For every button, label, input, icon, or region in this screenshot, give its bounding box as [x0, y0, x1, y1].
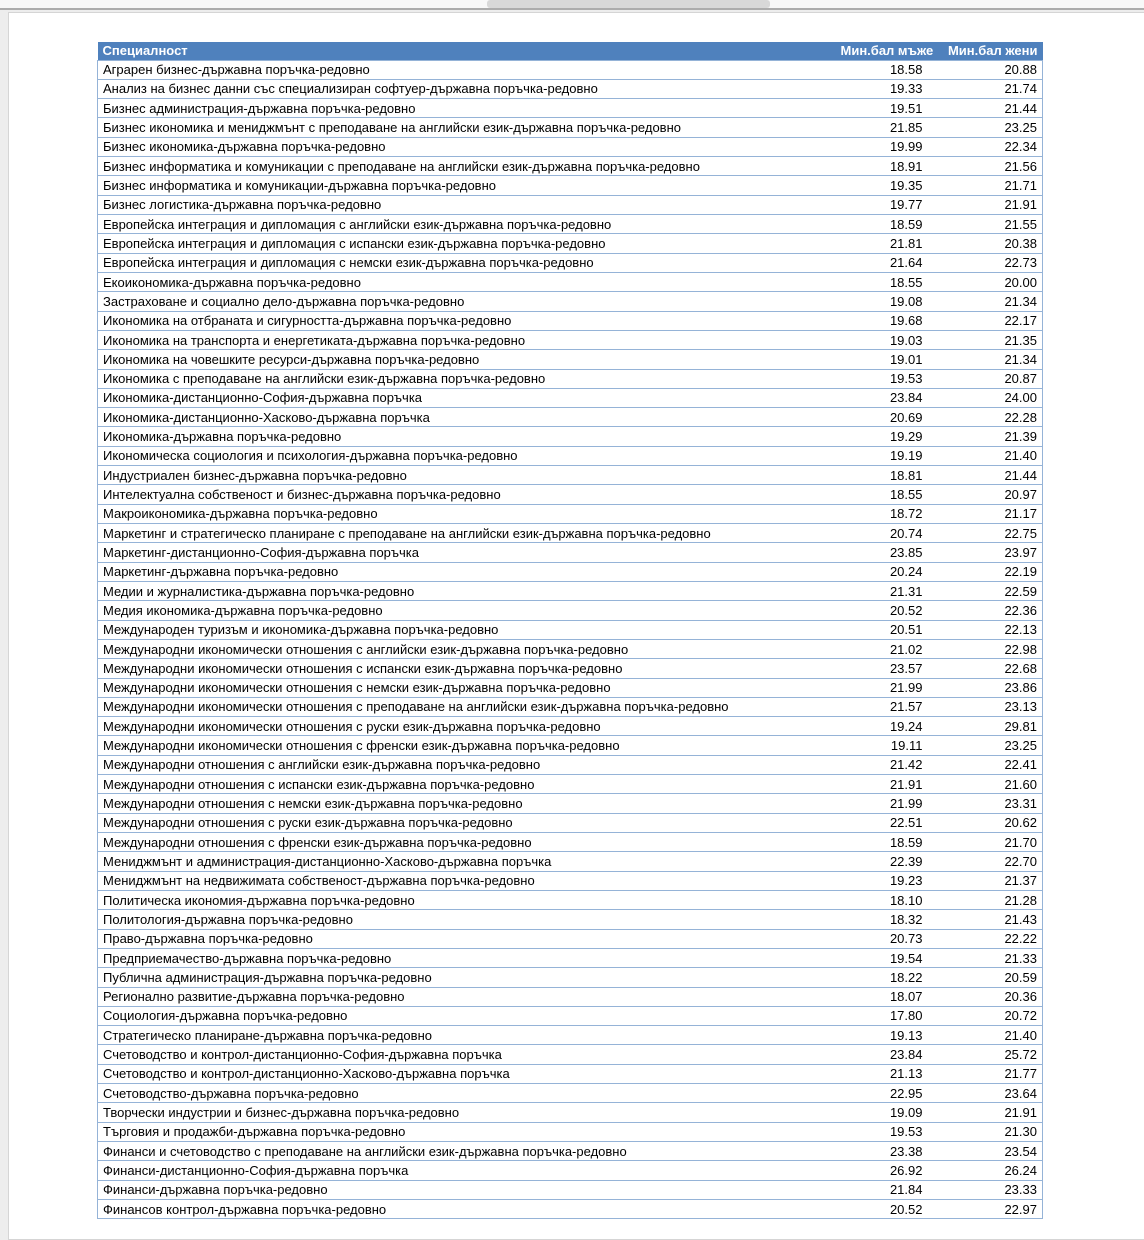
cell-specialty: Търговия и продажби-държавна поръчка-редовно	[98, 1122, 841, 1141]
cell-min-score-men: 19.08	[841, 292, 941, 311]
cell-min-score-women: 22.28	[941, 408, 1043, 427]
cell-min-score-women: 22.98	[941, 639, 1043, 658]
cell-min-score-men: 18.22	[841, 968, 941, 987]
table-row	[98, 137, 1043, 156]
cell-min-score-men: 19.53	[841, 369, 941, 388]
cell-specialty: Финансов контрол-държавна поръчка-редовно	[98, 1199, 841, 1218]
cell-min-score-women: 21.34	[941, 292, 1043, 311]
cell-specialty: Международни отношения с френски език-държавна поръчка-редовно	[98, 833, 841, 852]
cell-specialty: Европейска интеграция и дипломация с испански език-държавна поръчка-редовно	[98, 234, 841, 253]
column-header-specialty: Специалност	[98, 42, 841, 60]
cell-specialty: Международен туризъм и икономика-държавна поръчка-редовно	[98, 620, 841, 639]
cell-min-score-women: 23.31	[941, 794, 1043, 813]
content-panel	[8, 12, 1144, 1240]
cell-min-score-men: 20.74	[841, 524, 941, 543]
cell-specialty: Финанси-дистанционно-София-държавна поръчка	[98, 1161, 841, 1180]
table-row	[98, 504, 1043, 523]
cell-specialty: Бизнес икономика и мениджмънт с преподаване на английски език-държавна поръчка-редовно	[98, 118, 841, 137]
cell-min-score-men: 21.84	[841, 1180, 941, 1199]
cell-specialty: Международни отношения с английски език-държавна поръчка-редовно	[98, 755, 841, 774]
cell-min-score-women: 22.97	[941, 1199, 1043, 1218]
cell-specialty: Икономическа социология и психология-държавна поръчка-редовно	[98, 446, 841, 465]
table-row	[98, 736, 1043, 755]
cell-min-score-men: 19.54	[841, 948, 941, 967]
cell-min-score-women: 22.59	[941, 581, 1043, 600]
cell-min-score-men: 20.51	[841, 620, 941, 639]
cell-specialty: Международни отношения с руски език-държавна поръчка-редовно	[98, 813, 841, 832]
cell-min-score-men: 23.84	[841, 388, 941, 407]
table-row	[98, 775, 1043, 794]
cell-specialty: Предприемачество-държавна поръчка-редовно	[98, 948, 841, 967]
cell-specialty: Бизнес информатика и комуникации с преподаване на английски език-държавна поръчка-редовно	[98, 157, 841, 176]
cell-specialty: Медия икономика-държавна поръчка-редовно	[98, 601, 841, 620]
cell-specialty: Международни икономически отношения с руски език-държавна поръчка-редовно	[98, 717, 841, 736]
cell-min-score-men: 19.53	[841, 1122, 941, 1141]
cell-specialty: Маркетинг и стратегическо планиране с преподаване на английски език-държавна поръчка-редовно	[98, 524, 841, 543]
table-row	[98, 1026, 1043, 1045]
table-row	[98, 272, 1043, 291]
cell-min-score-women: 20.72	[941, 1006, 1043, 1025]
cell-min-score-women: 23.25	[941, 736, 1043, 755]
cell-min-score-women: 23.86	[941, 678, 1043, 697]
table-row	[98, 350, 1043, 369]
cell-min-score-men: 20.24	[841, 562, 941, 581]
cell-specialty: Финанси-държавна поръчка-редовно	[98, 1180, 841, 1199]
cell-min-score-women: 20.59	[941, 968, 1043, 987]
cell-min-score-women: 21.35	[941, 330, 1043, 349]
cell-min-score-women: 26.24	[941, 1161, 1043, 1180]
cell-specialty: Международни икономически отношения с английски език-държавна поръчка-редовно	[98, 639, 841, 658]
cell-min-score-women: 20.88	[941, 60, 1043, 79]
table-row	[98, 253, 1043, 272]
cell-min-score-women: 21.56	[941, 157, 1043, 176]
cell-specialty: Анализ на бизнес данни със специализиран софтуер-държавна поръчка-редовно	[98, 79, 841, 98]
cell-min-score-men: 18.59	[841, 215, 941, 234]
cell-min-score-women: 21.44	[941, 99, 1043, 118]
cell-specialty: Стратегическо планиране-държавна поръчка-редовно	[98, 1026, 841, 1045]
cell-min-score-women: 21.60	[941, 775, 1043, 794]
table-row	[98, 755, 1043, 774]
cell-specialty: Мениджмънт на недвижимата собственост-държавна поръчка-редовно	[98, 871, 841, 890]
cell-min-score-men: 19.35	[841, 176, 941, 195]
cell-min-score-men: 18.32	[841, 910, 941, 929]
cell-min-score-women: 22.70	[941, 852, 1043, 871]
cell-min-score-men: 19.13	[841, 1026, 941, 1045]
cell-min-score-women: 22.17	[941, 311, 1043, 330]
table-row	[98, 948, 1043, 967]
cell-min-score-women: 21.91	[941, 1103, 1043, 1122]
table-row	[98, 195, 1043, 214]
cell-min-score-women: 20.62	[941, 813, 1043, 832]
cell-min-score-men: 21.13	[841, 1064, 941, 1083]
cell-min-score-women: 21.77	[941, 1064, 1043, 1083]
cell-min-score-men: 21.91	[841, 775, 941, 794]
cell-min-score-men: 19.99	[841, 137, 941, 156]
cell-min-score-women: 22.34	[941, 137, 1043, 156]
cell-min-score-women: 24.00	[941, 388, 1043, 407]
cell-specialty: Маркетинг-дистанционно-София-държавна поръчка	[98, 543, 841, 562]
cell-specialty: Икономика на човешките ресурси-държавна поръчка-редовно	[98, 350, 841, 369]
table-row	[98, 118, 1043, 137]
column-header-min-score-women: Мин.бал жени	[941, 42, 1043, 60]
cell-specialty: Международни икономически отношения с немски език-държавна поръчка-редовно	[98, 678, 841, 697]
cell-min-score-men: 18.72	[841, 504, 941, 523]
cell-min-score-men: 19.11	[841, 736, 941, 755]
table-row	[98, 388, 1043, 407]
cell-min-score-men: 20.52	[841, 601, 941, 620]
cell-min-score-men: 23.85	[841, 543, 941, 562]
cell-min-score-men: 21.99	[841, 678, 941, 697]
table-row	[98, 157, 1043, 176]
table-row	[98, 99, 1043, 118]
cell-specialty: Аграрен бизнес-държавна поръчка-редовно	[98, 60, 841, 79]
cell-min-score-women: 21.37	[941, 871, 1043, 890]
table-row	[98, 408, 1043, 427]
cell-specialty: Икономика-дистанционно-Хасково-държавна поръчка	[98, 408, 841, 427]
cell-min-score-women: 22.75	[941, 524, 1043, 543]
cell-min-score-men: 18.58	[841, 60, 941, 79]
cell-min-score-men: 23.38	[841, 1142, 941, 1161]
cell-min-score-women: 20.00	[941, 272, 1043, 291]
cell-min-score-men: 19.68	[841, 311, 941, 330]
table-row	[98, 1064, 1043, 1083]
cell-min-score-women: 21.39	[941, 427, 1043, 446]
admission-scores-table	[97, 42, 1043, 1219]
cell-specialty: Икономика с преподаване на английски език-държавна поръчка-редовно	[98, 369, 841, 388]
cell-specialty: Мениджмънт и администрация-дистанционно-Хасково-държавна поръчка	[98, 852, 841, 871]
cell-specialty: Международни икономически отношения с испански език-държавна поръчка-редовно	[98, 659, 841, 678]
cell-specialty: Право-държавна поръчка-редовно	[98, 929, 841, 948]
cell-specialty: Счетоводство и контрол-дистанционно-София-държавна поръчка	[98, 1045, 841, 1064]
table-row	[98, 833, 1043, 852]
cell-min-score-men: 23.57	[841, 659, 941, 678]
cell-min-score-women: 23.13	[941, 697, 1043, 716]
table-row	[98, 330, 1043, 349]
cell-min-score-men: 19.03	[841, 330, 941, 349]
table-row	[98, 794, 1043, 813]
cell-specialty: Макроикономика-държавна поръчка-редовно	[98, 504, 841, 523]
cell-min-score-women: 23.97	[941, 543, 1043, 562]
table-row	[98, 871, 1043, 890]
table-row	[98, 968, 1043, 987]
cell-min-score-men: 18.10	[841, 890, 941, 909]
table-row	[98, 369, 1043, 388]
cell-specialty: Международни отношения с немски език-държавна поръчка-редовно	[98, 794, 841, 813]
cell-min-score-men: 18.55	[841, 485, 941, 504]
cell-min-score-men: 17.80	[841, 1006, 941, 1025]
cell-min-score-women: 22.73	[941, 253, 1043, 272]
cell-specialty: Счетоводство и контрол-дистанционно-Хасково-държавна поръчка	[98, 1064, 841, 1083]
cell-min-score-women: 29.81	[941, 717, 1043, 736]
table-row	[98, 697, 1043, 716]
table-row	[98, 1006, 1043, 1025]
cell-min-score-men: 19.09	[841, 1103, 941, 1122]
cell-specialty: Икономика на транспорта и енергетиката-държавна поръчка-редовно	[98, 330, 841, 349]
table-body	[98, 60, 1043, 1219]
cell-min-score-men: 22.51	[841, 813, 941, 832]
cell-min-score-women: 21.74	[941, 79, 1043, 98]
table-row	[98, 987, 1043, 1006]
cell-min-score-women: 22.36	[941, 601, 1043, 620]
cell-min-score-women: 22.19	[941, 562, 1043, 581]
cell-min-score-men: 26.92	[841, 1161, 941, 1180]
cell-min-score-women: 21.70	[941, 833, 1043, 852]
table-row	[98, 543, 1043, 562]
cell-specialty: Медии и журналистика-държавна поръчка-редовно	[98, 581, 841, 600]
table-row	[98, 1045, 1043, 1064]
cell-min-score-women: 21.91	[941, 195, 1043, 214]
cell-min-score-men: 20.52	[841, 1199, 941, 1218]
table-row	[98, 466, 1043, 485]
cell-min-score-men: 19.01	[841, 350, 941, 369]
table-row	[98, 929, 1043, 948]
cell-specialty: Публична администрация-държавна поръчка-редовно	[98, 968, 841, 987]
cell-min-score-men: 21.02	[841, 639, 941, 658]
table-row	[98, 601, 1043, 620]
cell-min-score-men: 21.64	[841, 253, 941, 272]
cell-specialty: Индустриален бизнес-държавна поръчка-редовно	[98, 466, 841, 485]
table-row	[98, 581, 1043, 600]
cell-min-score-women: 23.33	[941, 1180, 1043, 1199]
cell-min-score-men: 21.31	[841, 581, 941, 600]
table-row	[98, 639, 1043, 658]
cell-specialty: Застраховане и социално дело-държавна поръчка-редовно	[98, 292, 841, 311]
cell-specialty: Международни отношения с испански език-държавна поръчка-редовно	[98, 775, 841, 794]
table-row	[98, 311, 1043, 330]
cell-min-score-men: 21.85	[841, 118, 941, 137]
window-top-bar	[0, 0, 1144, 10]
cell-min-score-women: 23.54	[941, 1142, 1043, 1161]
cell-specialty: Международни икономически отношения с френски език-държавна поръчка-редовно	[98, 736, 841, 755]
cell-min-score-men: 19.19	[841, 446, 941, 465]
cell-min-score-women: 21.40	[941, 1026, 1043, 1045]
cell-min-score-men: 22.95	[841, 1084, 941, 1103]
cell-min-score-women: 21.28	[941, 890, 1043, 909]
cell-min-score-women: 21.17	[941, 504, 1043, 523]
table-header	[98, 42, 1043, 60]
table-row	[98, 1142, 1043, 1161]
table-row	[98, 813, 1043, 832]
cell-specialty: Бизнес администрация-държавна поръчка-редовно	[98, 99, 841, 118]
table-row	[98, 1199, 1043, 1218]
table-row	[98, 620, 1043, 639]
cell-min-score-women: 23.25	[941, 118, 1043, 137]
cell-min-score-men: 18.91	[841, 157, 941, 176]
cell-min-score-men: 19.51	[841, 99, 941, 118]
cell-min-score-men: 19.24	[841, 717, 941, 736]
cell-min-score-women: 21.30	[941, 1122, 1043, 1141]
cell-min-score-men: 18.81	[841, 466, 941, 485]
cell-min-score-men: 18.55	[841, 272, 941, 291]
table-row	[98, 524, 1043, 543]
table-row	[98, 717, 1043, 736]
table-row	[98, 562, 1043, 581]
cell-min-score-women: 21.33	[941, 948, 1043, 967]
table-row	[98, 427, 1043, 446]
cell-min-score-women: 21.43	[941, 910, 1043, 929]
cell-specialty: Творчески индустрии и бизнес-държавна поръчка-редовно	[98, 1103, 841, 1122]
cell-min-score-women: 22.13	[941, 620, 1043, 639]
cell-min-score-women: 21.44	[941, 466, 1043, 485]
table-row	[98, 292, 1043, 311]
cell-min-score-men: 22.39	[841, 852, 941, 871]
cell-min-score-women: 22.22	[941, 929, 1043, 948]
table-header-row	[98, 42, 1043, 60]
table-row	[98, 446, 1043, 465]
cell-min-score-men: 19.33	[841, 79, 941, 98]
table-row	[98, 485, 1043, 504]
column-header-min-score-men: Мин.бал мъже	[841, 42, 941, 60]
cell-min-score-men: 19.77	[841, 195, 941, 214]
cell-specialty: Бизнес икономика-държавна поръчка-редовно	[98, 137, 841, 156]
cell-specialty: Екоикономика-държавна поръчка-редовно	[98, 272, 841, 291]
table-row	[98, 1084, 1043, 1103]
table-row	[98, 1122, 1043, 1141]
cell-specialty: Политология-държавна поръчка-редовно	[98, 910, 841, 929]
table-row	[98, 1180, 1043, 1199]
cell-specialty: Регионално развитие-държавна поръчка-редовно	[98, 987, 841, 1006]
cell-min-score-men: 18.07	[841, 987, 941, 1006]
table-row	[98, 1161, 1043, 1180]
table-row	[98, 215, 1043, 234]
table-row	[98, 176, 1043, 195]
cell-min-score-women: 20.97	[941, 485, 1043, 504]
cell-min-score-women: 21.34	[941, 350, 1043, 369]
cell-min-score-men: 19.29	[841, 427, 941, 446]
cell-min-score-men: 21.42	[841, 755, 941, 774]
cell-min-score-women: 21.40	[941, 446, 1043, 465]
cell-specialty: Европейска интеграция и дипломация с английски език-държавна поръчка-редовно	[98, 215, 841, 234]
cell-min-score-men: 21.99	[841, 794, 941, 813]
cell-specialty: Икономика-държавна поръчка-редовно	[98, 427, 841, 446]
window-drag-handle[interactable]	[487, 0, 770, 8]
cell-min-score-women: 21.55	[941, 215, 1043, 234]
table-row	[98, 852, 1043, 871]
cell-min-score-women: 25.72	[941, 1045, 1043, 1064]
table-row	[98, 659, 1043, 678]
table-row	[98, 1103, 1043, 1122]
cell-min-score-men: 21.57	[841, 697, 941, 716]
cell-specialty: Икономика на отбраната и сигурността-държавна поръчка-редовно	[98, 311, 841, 330]
table-row	[98, 678, 1043, 697]
cell-specialty: Маркетинг-държавна поръчка-редовно	[98, 562, 841, 581]
cell-min-score-men: 20.73	[841, 929, 941, 948]
cell-min-score-women: 20.87	[941, 369, 1043, 388]
cell-specialty: Икономика-дистанционно-София-държавна поръчка	[98, 388, 841, 407]
cell-min-score-women: 22.68	[941, 659, 1043, 678]
cell-specialty: Финанси и счетоводство с преподаване на английски език-държавна поръчка-редовно	[98, 1142, 841, 1161]
table-row	[98, 79, 1043, 98]
cell-min-score-men: 18.59	[841, 833, 941, 852]
cell-specialty: Интелектуална собственост и бизнес-държавна поръчка-редовно	[98, 485, 841, 504]
cell-specialty: Социология-държавна поръчка-редовно	[98, 1006, 841, 1025]
cell-min-score-men: 19.23	[841, 871, 941, 890]
cell-specialty: Счетоводство-държавна поръчка-редовно	[98, 1084, 841, 1103]
table-row	[98, 890, 1043, 909]
cell-specialty: Международни икономически отношения с преподаване на английски език-държавна поръчка-редовно	[98, 697, 841, 716]
cell-min-score-women: 21.71	[941, 176, 1043, 195]
cell-min-score-men: 21.81	[841, 234, 941, 253]
cell-min-score-men: 23.84	[841, 1045, 941, 1064]
cell-min-score-women: 22.41	[941, 755, 1043, 774]
table-row	[98, 60, 1043, 79]
cell-specialty: Бизнес информатика и комуникации-държавна поръчка-редовно	[98, 176, 841, 195]
cell-min-score-men: 20.69	[841, 408, 941, 427]
table-row	[98, 910, 1043, 929]
table-row	[98, 234, 1043, 253]
cell-specialty: Бизнес логистика-държавна поръчка-редовно	[98, 195, 841, 214]
cell-specialty: Европейска интеграция и дипломация с немски език-държавна поръчка-редовно	[98, 253, 841, 272]
cell-min-score-women: 20.36	[941, 987, 1043, 1006]
cell-min-score-women: 23.64	[941, 1084, 1043, 1103]
cell-specialty: Политическа икономия-държавна поръчка-редовно	[98, 890, 841, 909]
cell-min-score-women: 20.38	[941, 234, 1043, 253]
